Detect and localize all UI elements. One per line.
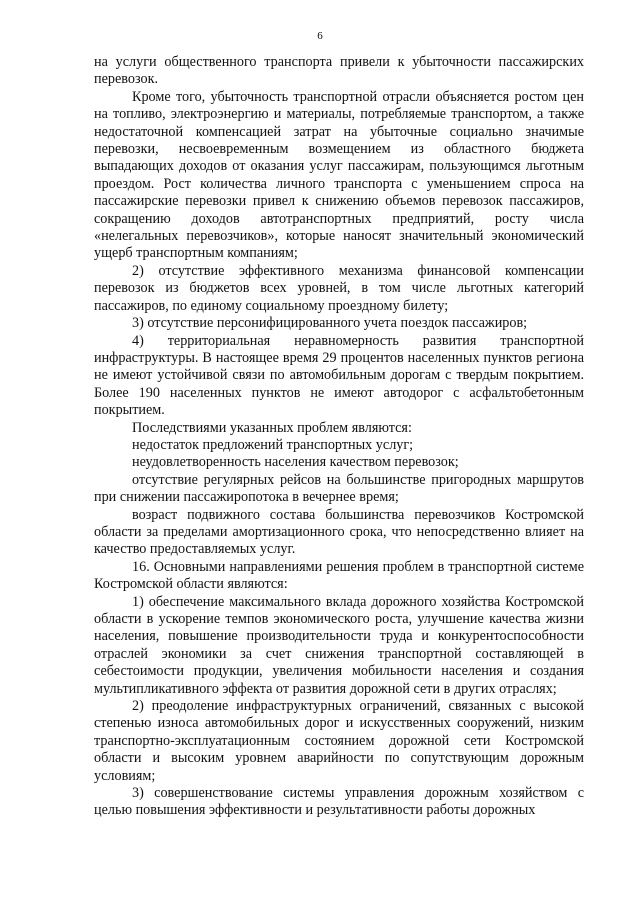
paragraph-consequence-routes: отсутствие регулярных рейсов на большинстве пригородных маршрутов при снижении пассажиропотока в вечернее время; xyxy=(94,471,584,506)
paragraph-continuation: на услуги общественного транспорта привели к убыточности пассажирских перевозок. xyxy=(94,54,584,88)
document-body xyxy=(94,54,584,820)
paragraph-direction-3: 3) совершенствование системы управления дорожным хозяйством с целью повышения эффективности и результативности работы дорожных xyxy=(94,785,584,819)
paragraph-consequence-fleet-age: возраст подвижного состава большинства перевозчиков Костромской области за пределами амортизационного срока, что непосредственно влияет на качество предоставляемых услуг. xyxy=(94,506,584,558)
paragraph-transport-losses: Кроме того, убыточность транспортной отрасли объясняется ростом цен на топливо, электроэнергию и материалы, потребляемые транспортом, а также недостаточной компенсацией затрат на убыточные социально значимые перевозки, несвоевременным возмещением из областного бюджета выпадающих доходов от оказания услуг пассажирам, пользующимся льготным проездом. Рост количества личного транспорта с уменьшением спроса на пассажирские перевозки привел к снижению объемов перевозок пассажиров, сокращению доходов автотранспортных предприятий, росту числа «нелегальных перевозчиков», которые наносят значительный экономический ущерб транспортным компаниям; xyxy=(94,88,584,262)
page-number: 6 xyxy=(317,30,323,42)
paragraph-section-16: 16. Основными направлениями решения проблем в транспортной системе Костромской области являются: xyxy=(94,558,584,593)
paragraph-item-3-accounting: 3) отсутствие персонифицированного учета поездок пассажиров; xyxy=(132,315,528,332)
paragraph-direction-1: 1) обеспечение максимального вклада дорожного хозяйства Костромской области в ускорение темпов экономического роста, улучшение качества жизни населения, повышение производительности труда и конкурентоспособности отраслей экономики за счет снижения транспортной составляющей в себестоимости продукции, увеличения мобильности населения и создания мультипликативного эффекта от развития дорожной сети в других отраслях; xyxy=(94,593,584,697)
paragraph-consequences-intro: Последствиями указанных проблем являются: xyxy=(132,419,412,436)
paragraph-consequence-quality: неудовлетворенность населения качеством перевозок; xyxy=(132,454,459,471)
paragraph-consequence-services: недостаток предложений транспортных услуг; xyxy=(132,436,414,453)
paragraph-item-4-infrastructure: 4) территориальная неравномерность развития транспортной инфраструктуры. В настоящее время 29 процентов населенных пунктов региона не имеют устойчивой связи по автомобильным дорогам с твердым покрытием. Более 190 населенных пунктов не имеют автодорог с асфальтобетонным покрытием. xyxy=(94,332,584,419)
paragraph-item-2-compensation: 2) отсутствие эффективного механизма финансовой компенсации перевозок из бюджетов всех уровней, в том числе льготных категорий пассажиров, по единому социальному проездному билету; xyxy=(94,262,584,314)
paragraph-direction-2: 2) преодоление инфраструктурных ограничений, связанных с высокой степенью износа автомобильных дорог и искусственных сооружений, низким транспортно-эксплуатационным состоянием дорожной сети Костромской области и высоким уровнем аварийности по сопутствующим дорожным условиям; xyxy=(94,698,584,784)
